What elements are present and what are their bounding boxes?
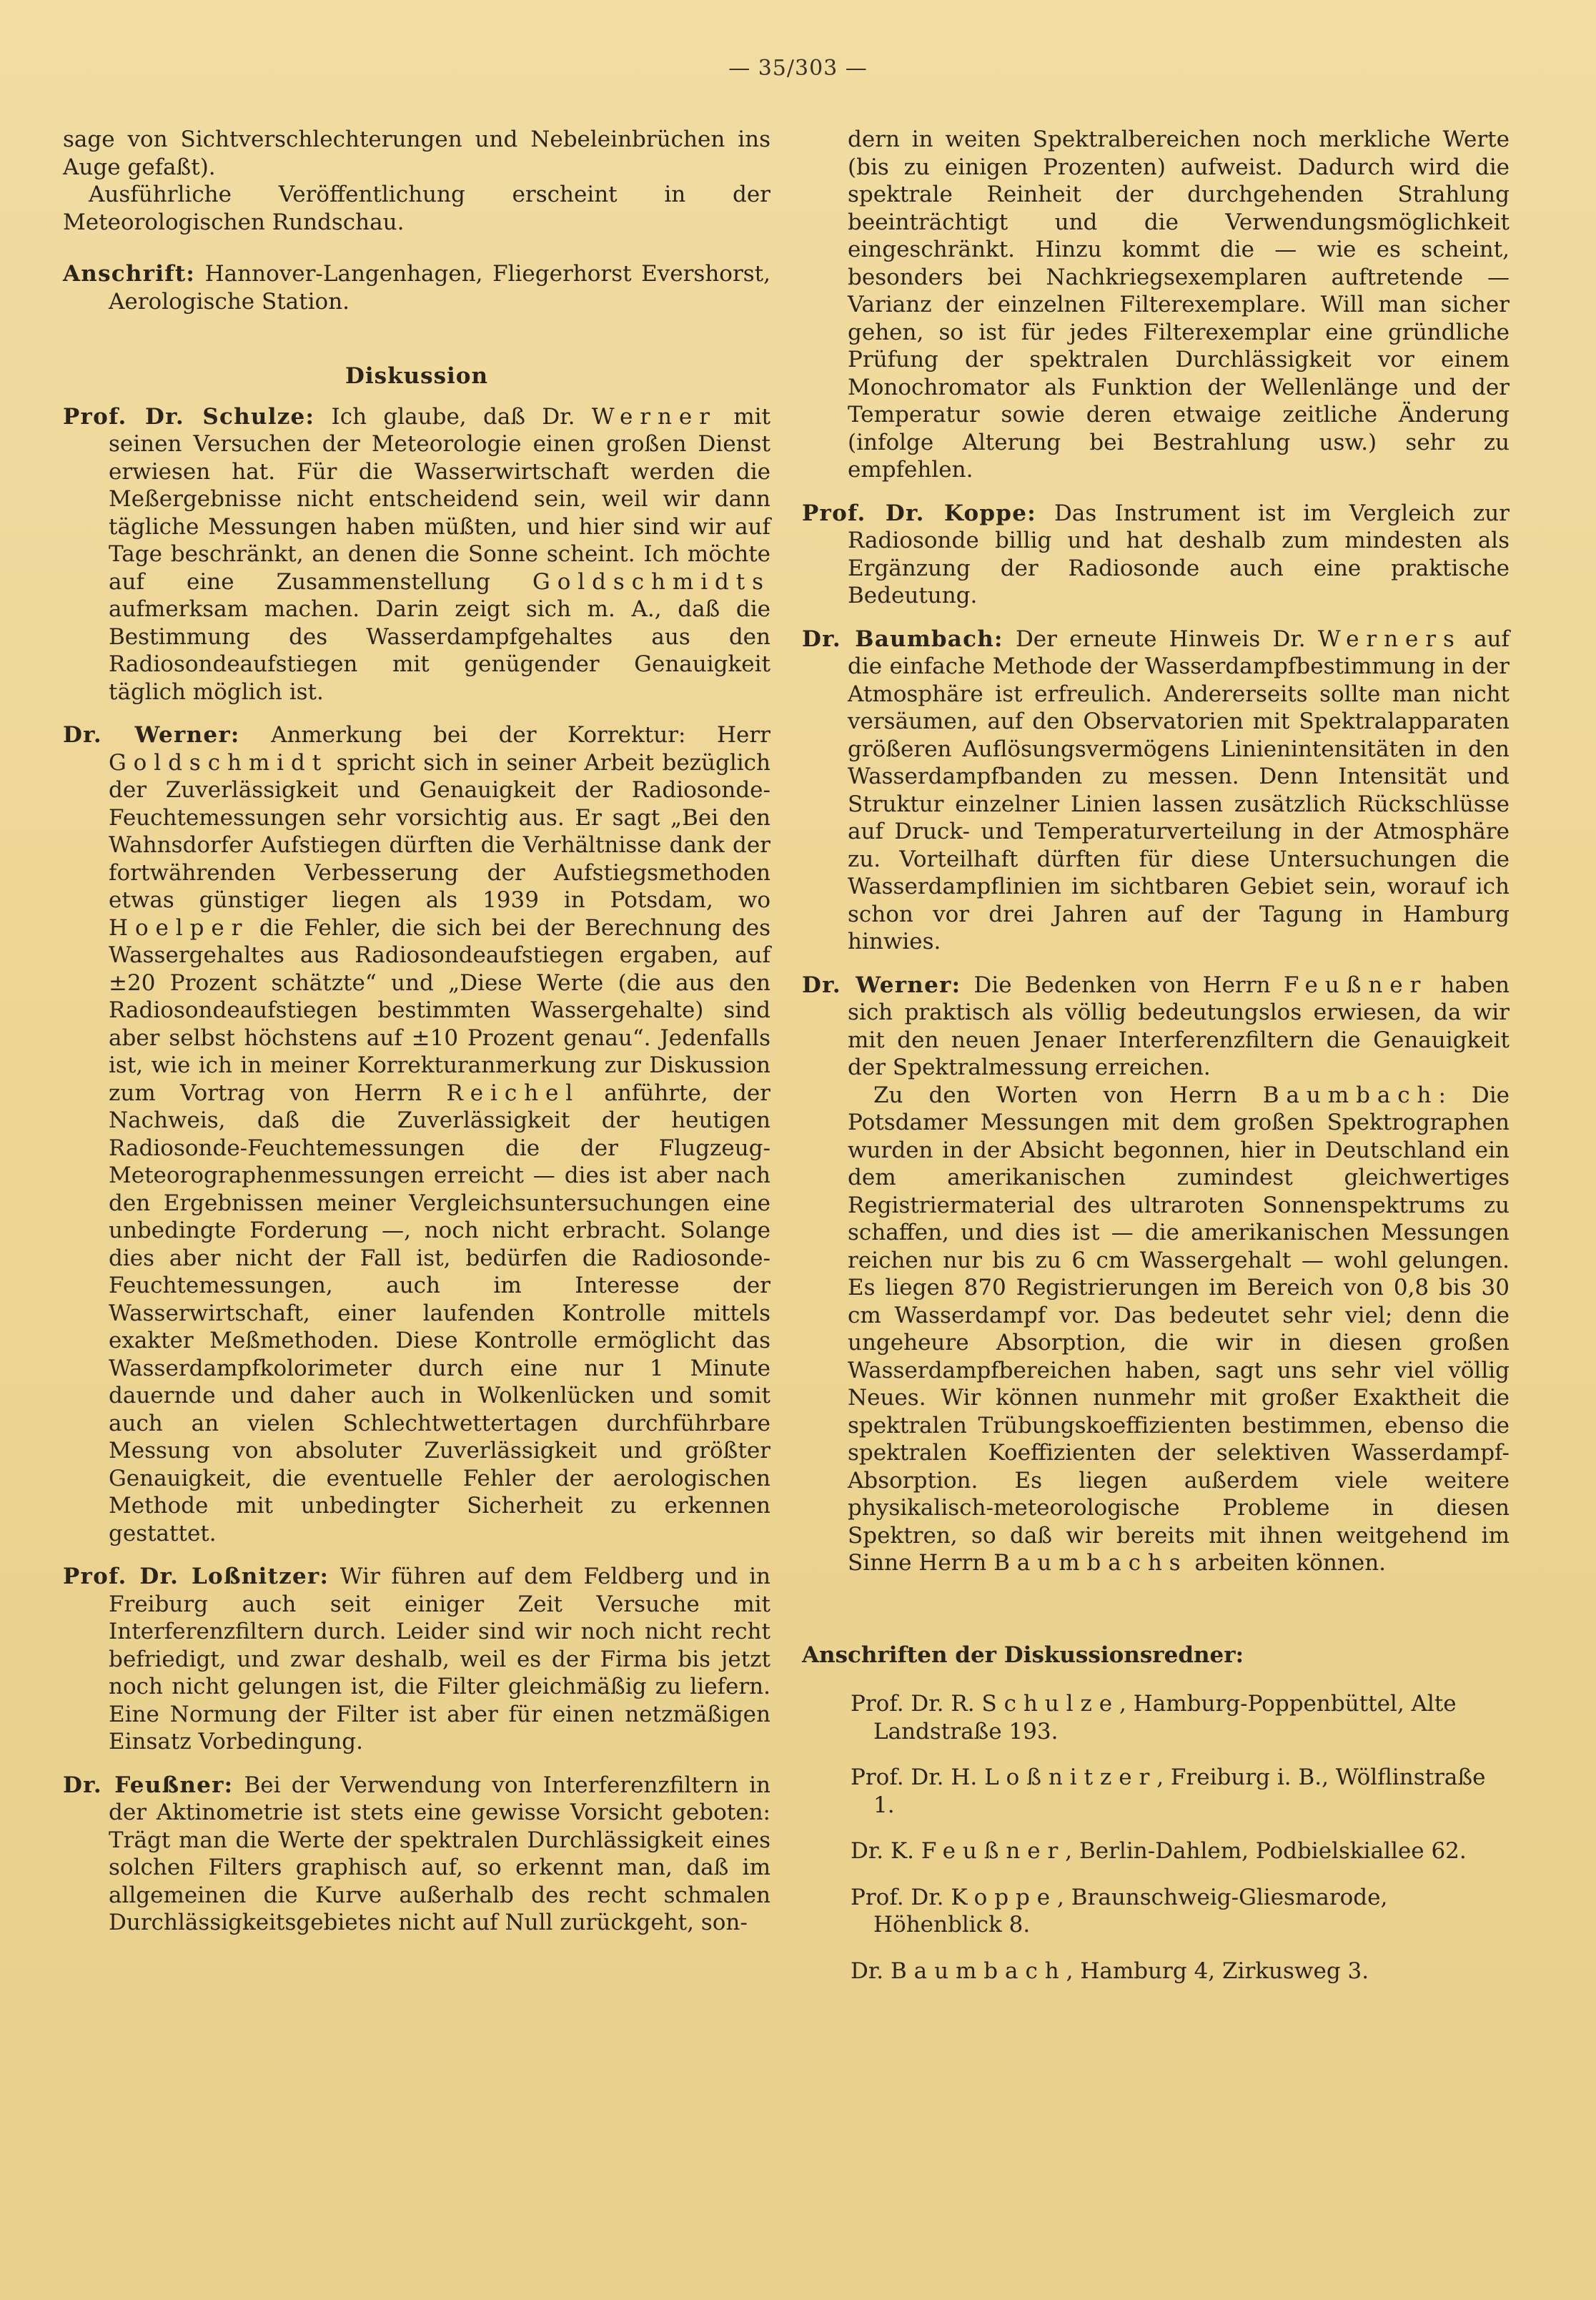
speaker-name: Dr. Werner: xyxy=(63,722,240,748)
address-label: Anschrift: xyxy=(63,261,196,287)
spaced-name: Goldschmidt xyxy=(109,749,329,776)
addresses-heading: Anschriften der Diskussionsredner: xyxy=(802,1642,1244,1668)
paragraph-publication-note: Ausführliche Veröffentlichung erscheint in der Meteorologischen Rundschau. xyxy=(63,182,770,235)
speaker-name: Prof. Dr. Schulze: xyxy=(63,403,315,430)
spaced-name: Reichel xyxy=(446,1080,580,1106)
discussion-entry-lossnitzer: Prof. Dr. Loßnitzer: Wir führen auf dem Feldberg und in Freiburg auch seit einiger Zeit Versuche mit Interferenzfiltern durch. Leider sind wir noch nicht recht befriedigt, und zwar deshalb, weil es der Firma bis jetzt noch nicht gelungen ist, die Filter gleichmäßig zu liefern. Eine Normung der Filter ist aber für einen netzmäßigen Einsatz Vorbedingung. xyxy=(63,1564,770,1754)
speaker-name: Prof. Dr. Loßnitzer: xyxy=(63,1564,329,1589)
spaced-name: Werner xyxy=(591,403,717,430)
address-entry: Prof. Dr. H. Loßnitzer, Freiburg i. B., Wölflinstraße 1. xyxy=(851,1765,1486,1818)
discussion-entry-feussner-continued: dern in weiten Spektralbereichen noch merkliche Werte (bis zu einigen Prozenten) aufweist. Dadurch wird die spektrale Reinheit der durchgehenden Strahlung beeinträchtigt und die Verwendungsmöglichkeit eingeschränkt. Hinzu kommt die — wie es scheint, besonders bei Nachkriegsexemplaren auftretende — Varianz der einzelnen Filterexemplare. Will man sicher gehen, so ist für jedes Filterexemplar eine gründliche Prüfung der spektralen Durchlässigkeit vor einem Monochromator als Funktion der Wellenlänge und der Temperatur sowie deren etwaige zeitliche Änderung (infolge Alterung bei Bestrahlung usw.) sehr zu empfehlen. xyxy=(848,127,1510,483)
speaker-name: Prof. Dr. Koppe: xyxy=(802,500,1036,526)
discussion-entry-werner-reply: Dr. Werner: Die Bedenken von Herrn Feußner haben sich praktisch als völlig bedeutungslos erwiesen, da wir mit den neuen Jenaer Interferenzfiltern die Genauigkeit der Spektralmessung erreichen. xyxy=(802,972,1510,1080)
address-entry: Dr. Baumbach, Hamburg 4, Zirkusweg 3. xyxy=(851,1958,1369,1984)
right-column xyxy=(802,126,1510,2003)
spaced-name: Schulze xyxy=(981,1691,1120,1717)
speaker-name: Dr. Baumbach: xyxy=(802,626,1003,652)
spaced-name: Baumbachs xyxy=(993,1550,1188,1576)
page-number: — 35/303 — xyxy=(728,56,868,81)
left-column xyxy=(63,126,770,1937)
paragraph-intro: sage von Sichtverschlechterungen und Nebeleinbrüchen ins Auge gefaßt). xyxy=(63,127,770,180)
discussion-entry-werner-reply-part2: Zu den Worten von Herrn Baumbach: Die Potsdamer Messungen mit dem großen Spektrographen wurden in der Absicht begonnen, hier in Deutschland ein dem amerikanischen zumindest gleichwertiges Registriermaterial des ultraroten Sonnenspektrums zu schaffen, und dies ist — die amerikanischen Messungen reichen nur bis zu 6 cm Wassergehalt — wohl gelungen. Es liegen 870 Registrierungen im Bereich von 0,8 bis 30 cm Wasserdampf vor. Das bedeutet sehr viel; denn die ungeheure Absorption, die wir in diesen großen Wasserdampfbereichen haben, sagt uns sehr viel völlig Neues. Wir können nunmehr mit großer Exaktheit die spektralen Trübungskoeffizienten bestimmen, ebenso die spektralen Koeffizienten der selektiven Wasserdampf-Absorption. Es liegen außerdem viele weitere physikalisch-meteorologische Probleme in diesen Spektren, so daß wir bereits mit ihnen weitgehend im Sinne Herrn Baumbachs arbeiten können. xyxy=(848,1082,1510,1576)
spaced-name: Feußner xyxy=(921,1838,1066,1864)
spaced-name: Werners xyxy=(1317,626,1462,652)
address-entry: Prof. Dr. R. Schulze, Hamburg-Poppenbüttel, Alte Landstraße 193. xyxy=(851,1691,1457,1744)
spaced-name: Goldschmidts xyxy=(532,568,771,595)
speaker-name: Dr. Feußner: xyxy=(63,1772,234,1798)
address-entry: Dr. K. Feußner, Berlin-Dahlem, Podbielskiallee 62. xyxy=(851,1838,1467,1864)
spaced-name: Loßnitzer xyxy=(984,1765,1157,1790)
address-entry: Prof. Dr. Koppe, Braunschweig-Gliesmarode, Höhenblick 8. xyxy=(851,1884,1388,1938)
discussion-entry-werner: Dr. Werner: Anmerkung bei der Korrektur: Herr Goldschmidt spricht sich in seiner Arbeit bezüglich der Zuverlässigkeit und Genauigkeit der Radiosonde-Feuchtemessungen sehr vorsichtig aus. Er sagt „Bei den Wahnsdorfer Aufstiegen dürften die Verhältnisse dank der fortwährenden Verbesserung der Aufstiegsmethoden etwas günstiger liegen als 1939 in Potsdam, wo Hoelper die Fehler, die sich bei der Berechnung des Wassergehaltes aus Radiosondeaufstiegen ergaben, auf ±20 Prozent schätzte“ und „Diese Werte (die aus den Radiosondeaufstiegen bestimmten Wassergehalte) sind aber selbst höchstens auf ±10 Prozent genau“. Jedenfalls ist, wie ich in meiner Korrekturanmerkung zur Diskussion zum Vortrag von Herrn Reichel anführte, der Nachweis, daß die Zuverlässigkeit der heutigen Radiosonde-Feuchtemessungen die der Flugzeug-Meteorographenmessungen erreicht — dies ist aber nach den Ergebnissen meiner Vergleichsuntersuchungen eine unbedingte Forderung —, noch nicht erbracht. Solange dies aber nicht der Fall ist, bedürfen die Radiosonde-Feuchtemessungen, auch im Interesse der Wasserwirtschaft, einer laufenden Kontrolle mittels exakter Meßmethoden. Diese Kontrolle ermöglicht das Wasserdampfkolorimeter durch eine nur 1 Minute dauernde und daher auch in Wolkenlücken und somit auch an vielen Schlechtwettertagen durchführbare Messung von absoluter Zuverlässigkeit und größter Genauigkeit, die eventuelle Fehler der aerologischen Methode mit unbedingter Sicherheit zu erkennen gestattet. xyxy=(63,722,770,1546)
spaced-name: Koppe xyxy=(951,1884,1058,1910)
spaced-name: Baumbach xyxy=(890,1958,1066,1984)
section-heading: Diskussion xyxy=(345,363,489,389)
spaced-name: Feußner xyxy=(1283,972,1428,998)
discussion-entry-feussner: Dr. Feußner: Bei der Verwendung von Interferenzfiltern in der Aktinometrie ist stets eine gewisse Vorsicht geboten: Trägt man die Werte der spektralen Durchlässigkeit eines solchen Filters graphisch auf, so erkennt man, daß im allgemeinen die Kurve außerhalb des recht schmalen Durchlässigkeitsgebietes nicht auf Null zurückgeht, son- xyxy=(63,1772,771,1935)
spaced-name: Hoelper xyxy=(109,914,249,941)
discussion-entry-baumbach: Dr. Baumbach: Der erneute Hinweis Dr. Werners auf die einfache Methode der Wasserdampfbestimmung in der Atmosphäre ist erfreulich. Andererseits sollte man nicht versäumen, auf den Observatorien mit Spektralapparaten größeren Auflösungsvermögens Linienintensitäten in den Wasserdampfbanden zu messen. Denn Intensität und Struktur einzelner Linien lassen zusätzlich Rückschlüsse auf Druck- und Temperaturverteilung in der Atmosphäre zu. Vorteilhaft dürften für diese Untersuchungen die Wasserdampflinien im sichtbaren Gebiet sein, worauf ich schon vor drei Jahren auf der Tagung in Hamburg hinwies. xyxy=(802,626,1510,954)
address-text: Hannover-Langenhagen, Fliegerhorst Evershorst, Aerologische Station. xyxy=(109,261,770,315)
spaced-name: Baumbach xyxy=(1262,1082,1439,1108)
speaker-name: Dr. Werner: xyxy=(802,972,961,998)
author-address xyxy=(63,260,770,315)
discussion-entry-koppe: Prof. Dr. Koppe: Das Instrument ist im Vergleich zur Radiosonde billig und hat deshalb zum mindesten als Ergänzung der Radiosonde auch eine praktische Bedeutung. xyxy=(802,500,1510,608)
discussion-entry-schulze: Prof. Dr. Schulze: Ich glaube, daß Dr. Werner mit seinen Versuchen der Meteorologie einen großen Dienst erwiesen hat. Für die Wasserwirtschaft werden die Meßergebnisse nicht entscheidend sein, weil wir dann tägliche Messungen haben müßten, und hier sind wir auf Tage beschränkt, an denen die Sonne scheint. Ich möchte auf eine Zusammenstellung Goldschmidts aufmerksam machen. Darin zeigt sich m. A., daß die Bestimmung des Wasserdampfgehaltes aus den Radiosondeaufstiegen mit genügender Genauigkeit täglich möglich ist. xyxy=(63,403,771,705)
